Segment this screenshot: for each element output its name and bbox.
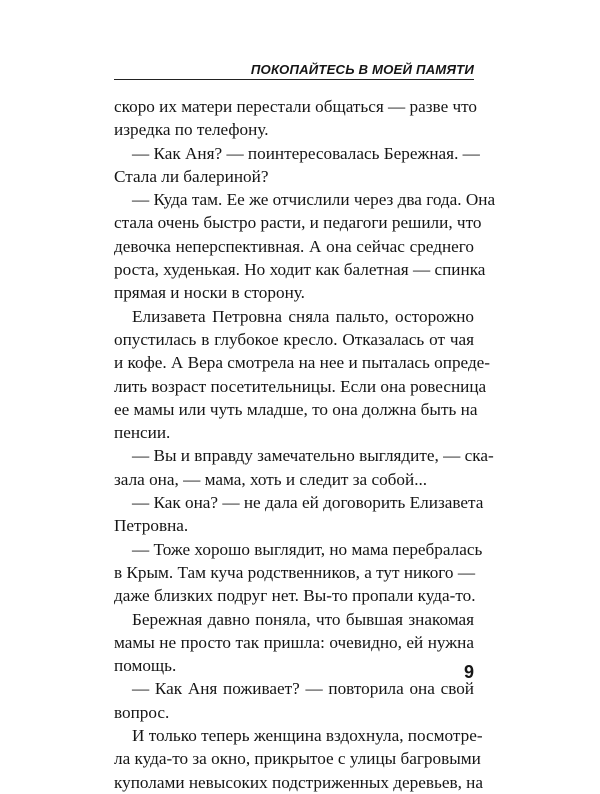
text-line: И только теперь женщина вздохнула, посмотре- <box>132 726 483 746</box>
text-line: даже близких подруг нет. Вы-то пропали куда-то. <box>114 586 476 606</box>
text-line: зала она, — мама, хоть и следит за собой... <box>114 469 428 489</box>
running-header <box>114 61 474 81</box>
text-line: — Тоже хорошо выглядит, но мама перебралась <box>132 539 483 559</box>
text-line: и кофе. А Вера смотрела на нее и пыталась опреде- <box>114 353 491 373</box>
text-line: — Как она? — не дала ей договорить Елизавета <box>132 493 484 513</box>
text-line: — Куда там. Ее же отчислили через два года. Она <box>132 190 496 210</box>
text-line: Стала ли балериной? <box>114 166 269 186</box>
text-line: Елизавета Петровна сняла пальто, осторожно <box>132 306 474 326</box>
text-line: ее мамы или чуть младше, то она должна быть на <box>114 399 478 419</box>
page-number: 9 <box>463 662 474 682</box>
text-line: вопрос. <box>114 702 170 722</box>
text-line: опустилась в глубокое кресло. Отказалась от чая <box>114 329 474 349</box>
text-line: скоро их матери перестали общаться — разве что <box>114 97 478 116</box>
text-line: лить возраст посетительницы. Если она ровесница <box>114 376 487 396</box>
text-line: девочка неперспективная. А она сейчас среднего <box>114 236 474 256</box>
body-text <box>114 95 496 794</box>
header-rule <box>114 79 270 80</box>
text-line: изредка по телефону. <box>114 120 269 140</box>
text-line: — Вы и вправду замечательно выглядите, — ска- <box>132 446 494 466</box>
text-line: мамы не просто так пришла: очевидно, ей нужна <box>114 632 474 652</box>
text-line: — Как Аня поживает? — повторила она свой <box>132 679 474 699</box>
text-line: роста, худенькая. Но ходит как балетная — спинка <box>114 260 486 280</box>
text-line: прямая и носки в сторону. <box>114 283 305 303</box>
text-line: Бережная давно поняла, что бывшая знакомая <box>132 609 474 629</box>
text-line: стала очень быстро расти, и педагоги решили, что <box>114 213 482 233</box>
text-line: Петровна. <box>114 516 189 536</box>
text-line: — Как Аня? — поинтересовалась Бережная. — <box>132 143 480 163</box>
text-line: куполами невысоких подстриженных деревьев, на <box>114 772 484 792</box>
running-title: ПОКОПАЙТЕСЬ В МОЕЙ ПАМЯТИ <box>251 62 474 80</box>
text-line: пенсии. <box>114 423 171 443</box>
text-line: в Крым. Там куча родственников, а тут никого — <box>114 562 476 582</box>
text-line: помощь. <box>114 656 177 676</box>
text-line: ла куда-то за окно, прикрытое с улицы багровыми <box>114 749 481 769</box>
